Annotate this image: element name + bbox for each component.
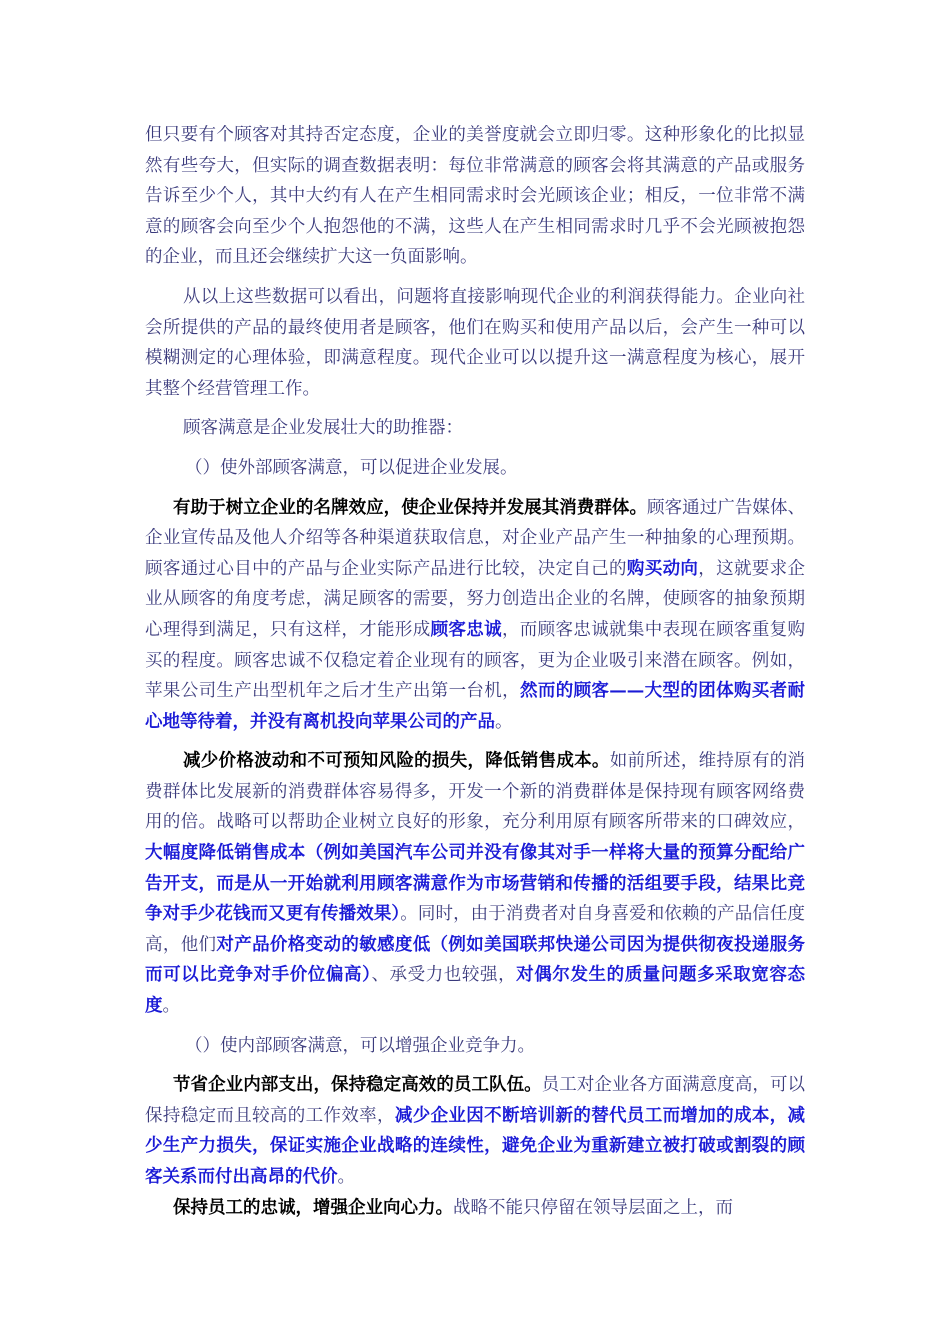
p5-text-3: ，而顾客忠诚就集中表现在顾客重复购买的程度。顾客忠诚不仅稳定着企业现有的顾客，更为企业吸引来潜在顾客。例如，苹果公司生产出型机年之后才生产出第一台机， [145, 619, 806, 702]
p5-text-4: 。 [495, 711, 513, 732]
paragraph-4: （）使外部顾客满意，可以促进企业发展。 [185, 457, 518, 478]
paragraph-5 [145, 493, 805, 738]
p8-emphasis-1: 减少企业因不断培训新的替代员工而增加的成本，减少生产力损失，保证实施企业战略的连续性，避免企业为重新建立被打破或割裂的顾客关系而付出高昂的代价 [145, 1105, 806, 1187]
paragraph-6 [145, 746, 805, 1021]
p5-emphasis-3: 然而的顾客——大型的团体购买者耐心地等待着，并没有离机投向苹果公司的产品 [145, 681, 805, 732]
p5-text-2: ，这就要求企业从顾客的角度考虑，满足顾客的需要，努力创造出企业的名牌，使顾客的抽象预期心理得到满足，只有这样，才能形成 [145, 558, 806, 640]
paragraph-7: （）使内部顾客满意，可以增强企业竞争力。 [185, 1035, 535, 1056]
paragraph-1: 但只要有个顾客对其持否定态度，企业的美誉度就会立即归零。这种形象化的比拟显然有些夸大，但实际的调查数据表明：每位非常满意的顾客会将其满意的产品或服务告诉至少个人，其中大约有人在产生相同需求时会光顾该企业；相反，一位非常不满意的顾客会向至少个人抱怨他的不满，这些人在产生相同需求时几乎不会光顾被抱怨的企业，而且还会继续扩大这一负面影响。 [145, 125, 805, 268]
p6-text-1: 如前所述，维持原有的消费群体比发展新的消费群体容易得多，开发一个新的消费群体是保持现有顾客网络费用的倍。战略可以帮助企业树立良好的形象，充分利用原有顾客所带来的口碑效应， [145, 751, 806, 833]
p6-bold-heading: 减少价格波动和不可预知风险的损失，降低销售成本。 [183, 751, 610, 772]
p5-text-1: 顾客通过广告媒体、企业宣传品及他人介绍等各种渠道获取信息，对企业产品产生一种抽象的心理预期。顾客通过心目中的产品与企业实际产品进行比较，决定自己的 [145, 497, 806, 579]
paragraph-2: 从以上这些数据可以看出，问题将直接影响现代企业的利润获得能力。企业向社会所提供的产品的最终使用者是顾客，他们在购买和使用产品以后，会产生一种可以模糊测定的心理体验，即满意程度。现代企业可以以提升这一满意程度为核心，展开其整个经营管理工作。 [145, 286, 805, 399]
document-page [145, 120, 805, 1223]
p6-emphasis-1: 大幅度降低销售成本（例如美国汽车公司并没有像其对手一样将大量的预算分配给广告开支，而是从一开始就利用顾客满意作为市场营销和传播的活组要手段，结果比竞争对手少花钱而又更有传播效果） [145, 843, 805, 925]
p6-emphasis-3: 对偶尔发生的质量问题多采取宽容态度 [145, 965, 806, 1017]
p8-text-1: 员工对企业各方面满意度高，可以保持稳定而且较高的工作效率， [145, 1075, 806, 1126]
paragraph-9 [145, 1193, 805, 1224]
p5-bold-heading: 有助于树立企业的名牌效应，使企业保持并发展其消费群体。 [173, 497, 648, 518]
p5-emphasis-1: 购买动向 [626, 558, 699, 579]
p6-emphasis-2: 对产品价格变动的敏感度低（例如美国联邦快递公司因为提供彻夜投递服务而可以比竞争对手价位偏高） [145, 934, 805, 986]
p9-text-1: 战略不能只停留在领导层面之上，而 [453, 1197, 733, 1218]
p8-bold-heading: 节省企业内部支出，保持稳定高效的员工队伍。 [173, 1075, 542, 1096]
p9-bold-heading: 保持员工的忠诚，增强企业向心力。 [173, 1197, 453, 1218]
p6-text-3: 、承受力也较强， [371, 965, 517, 986]
p5-emphasis-2: 顾客忠诚 [430, 619, 502, 640]
p8-text-2: 。 [337, 1167, 355, 1187]
p6-text-4: 。 [162, 996, 180, 1017]
paragraph-3: 顾客满意是企业发展壮大的助推器： [183, 418, 463, 439]
paragraph-8 [145, 1070, 805, 1192]
p6-text-2: 。同时，由于消费者对自身喜爱和依赖的产品信任度高，他们 [145, 904, 806, 955]
